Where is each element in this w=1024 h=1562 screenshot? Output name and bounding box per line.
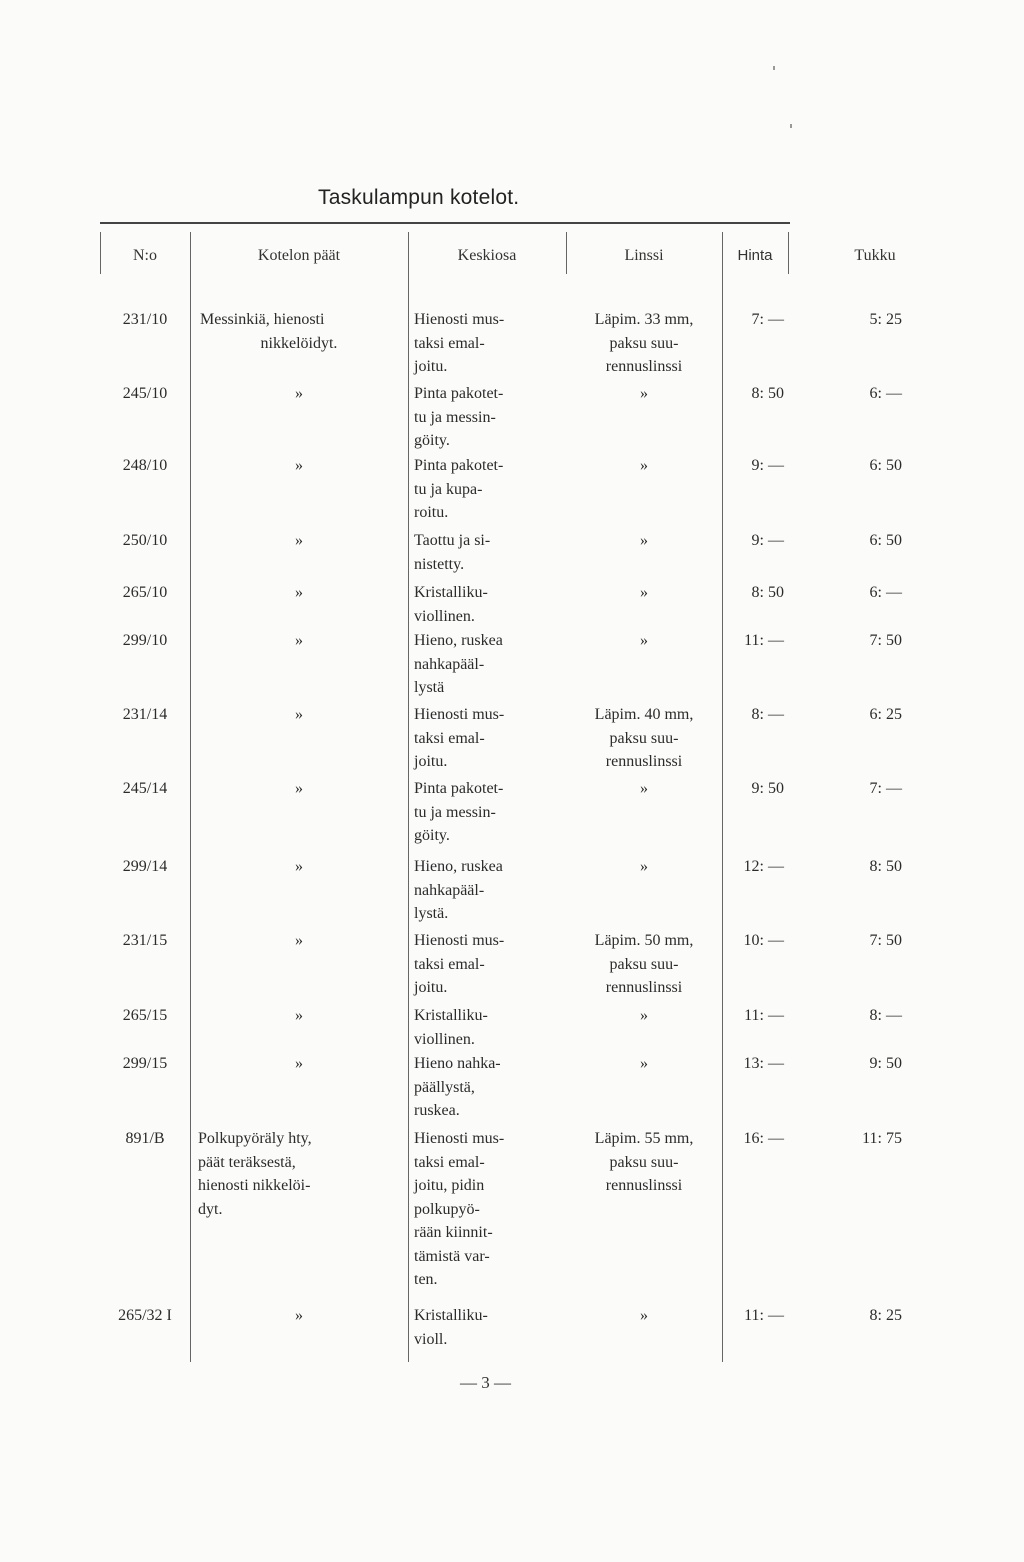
item-number: 265/32 I <box>118 1307 172 1324</box>
price-value: 12: — <box>743 858 784 875</box>
ends-ditto: » <box>295 532 303 549</box>
header-no: N:o <box>133 247 157 264</box>
wholesale-value: 6: 50 <box>869 457 902 474</box>
ends-ditto: » <box>295 1307 303 1324</box>
middle-text: Hieno, ruskea <box>414 632 503 649</box>
lens-text: Läpim. 33 mm, <box>594 311 694 328</box>
middle-text: lystä. <box>414 905 449 922</box>
middle-text: Hienosti mus- <box>414 706 505 723</box>
middle-text: ten. <box>414 1271 438 1288</box>
item-number: 231/15 <box>122 932 168 949</box>
ends-text: nikkelöidyt. <box>260 334 338 352</box>
lens-text: Läpim. 40 mm, <box>594 706 694 723</box>
lens-ditto: » <box>640 1007 648 1024</box>
middle-text: violl. <box>414 1330 448 1348</box>
middle-text: Kristalliku- <box>414 584 488 601</box>
lens-text: paksu suu- <box>609 1153 679 1171</box>
ends-ditto: » <box>295 858 303 875</box>
wholesale-value: 7: 50 <box>869 932 902 949</box>
item-number: 250/10 <box>122 532 168 549</box>
wholesale-value: 8: 25 <box>869 1307 902 1324</box>
wholesale-value: 8: — <box>869 1007 902 1024</box>
price-value: 11: — <box>744 1007 784 1024</box>
lens-ditto: » <box>640 858 648 875</box>
wholesale-value: 6: 50 <box>869 532 902 549</box>
item-number: 299/10 <box>122 632 168 649</box>
middle-text: ruskea. <box>414 1102 460 1119</box>
price-value: 9: 50 <box>751 780 784 797</box>
price-value: 13: — <box>743 1055 784 1072</box>
price-value: 8: — <box>751 706 784 723</box>
item-number: 265/15 <box>122 1007 168 1024</box>
ends-text: hienosti nikkelöi- <box>198 1177 311 1194</box>
middle-text: Pinta pakotet- <box>414 780 504 797</box>
lens-text: Läpim. 55 mm, <box>594 1130 694 1147</box>
wholesale-value: 9: 50 <box>869 1055 902 1072</box>
middle-text: polkupyö- <box>414 1200 480 1218</box>
middle-text: tu ja messin- <box>414 408 496 426</box>
wholesale-value: 6: 25 <box>869 706 902 723</box>
lens-text: rennuslinssi <box>605 979 683 996</box>
price-value: 16: — <box>743 1130 784 1147</box>
middle-text: viollinen. <box>414 607 475 625</box>
middle-text: nahkapääl- <box>414 881 485 899</box>
price-value: 10: — <box>743 932 784 949</box>
item-number: 245/14 <box>122 780 168 797</box>
wholesale-value: 11: 75 <box>862 1130 902 1147</box>
column-divider <box>788 232 789 274</box>
middle-text: taksi emal- <box>414 955 485 973</box>
middle-text: Hienosti mus- <box>414 1130 505 1147</box>
ends-ditto: » <box>295 584 303 601</box>
middle-text: rään kiinnit- <box>414 1224 493 1241</box>
item-number: 231/14 <box>122 706 168 723</box>
middle-text: göity. <box>414 432 450 449</box>
middle-text: tämistä var- <box>414 1247 490 1265</box>
middle-text: Kristalliku- <box>414 1007 488 1024</box>
page-title: Taskulampun kotelot. <box>318 186 520 209</box>
item-number: 891/B <box>125 1130 165 1147</box>
lens-text: rennuslinssi <box>605 753 683 770</box>
middle-text: joitu, pidin <box>414 1177 485 1194</box>
middle-text: joitu. <box>414 358 448 375</box>
item-number: 245/10 <box>122 385 168 402</box>
middle-text: tu ja messin- <box>414 803 496 821</box>
middle-text: taksi emal- <box>414 729 485 747</box>
wholesale-value: 7: — <box>869 780 902 797</box>
item-number: 231/10 <box>122 311 168 328</box>
ends-text: Messinkiä, hienosti <box>200 311 325 328</box>
ends-ditto: » <box>295 1007 303 1024</box>
ends-ditto: » <box>295 706 303 723</box>
price-value: 7: — <box>751 311 784 328</box>
item-number: 299/14 <box>122 858 168 875</box>
middle-text: viollinen. <box>414 1030 475 1048</box>
lens-text: rennuslinssi <box>605 1177 683 1194</box>
middle-text: Kristalliku- <box>414 1307 488 1324</box>
item-number: 265/10 <box>122 584 168 601</box>
ends-ditto: » <box>295 632 303 649</box>
middle-text: päällystä, <box>414 1078 475 1096</box>
lens-ditto: » <box>640 385 648 402</box>
price-value: 8: 50 <box>751 385 784 402</box>
wholesale-value: 5: 25 <box>869 311 902 328</box>
ends-ditto: » <box>295 457 303 474</box>
middle-text: lystä <box>414 679 445 696</box>
middle-text: göity. <box>414 827 450 844</box>
middle-text: nistetty. <box>414 555 465 573</box>
lens-ditto: » <box>640 1307 648 1324</box>
ends-text: Polkupyöräly hty, <box>198 1130 312 1147</box>
ends-ditto: » <box>295 780 303 797</box>
middle-text: joitu. <box>414 753 448 770</box>
header-middle: Keskiosa <box>457 247 517 264</box>
middle-text: taksi emal- <box>414 334 485 352</box>
lens-ditto: » <box>640 1055 648 1072</box>
ends-ditto: » <box>295 1055 303 1072</box>
price-value: 8: 50 <box>751 584 784 601</box>
lens-ditto: » <box>640 780 648 797</box>
middle-text: Hienosti mus- <box>414 311 505 328</box>
middle-text: Hieno, ruskea <box>414 858 503 875</box>
lens-ditto: » <box>640 584 648 601</box>
middle-text: nahkapääl- <box>414 655 485 673</box>
wholesale-value: 6: — <box>869 385 902 402</box>
item-number: 248/10 <box>122 457 168 474</box>
middle-text: Hienosti mus- <box>414 932 505 949</box>
price-value: 11: — <box>744 632 784 649</box>
lens-text: paksu suu- <box>609 334 679 352</box>
ends-ditto: » <box>295 385 303 402</box>
header-price: Hinta <box>737 247 773 264</box>
lens-text: paksu suu- <box>609 955 679 973</box>
page-number: — 3 — <box>460 1373 511 1392</box>
ends-text: päät teräksestä, <box>198 1153 296 1171</box>
middle-text: joitu. <box>414 979 448 996</box>
price-value: 9: — <box>751 457 784 474</box>
top-rule <box>100 222 790 224</box>
header-lens: Linssi <box>624 247 664 264</box>
middle-text: Taottu ja si- <box>414 532 491 549</box>
middle-text: Hieno nahka- <box>414 1055 501 1072</box>
lens-text: paksu suu- <box>609 729 679 747</box>
paper-speck <box>790 124 792 128</box>
price-value: 9: — <box>751 532 784 549</box>
lens-text: rennuslinssi <box>605 358 683 375</box>
middle-text: Pinta pakotet- <box>414 457 504 474</box>
header-wholesale: Tukku <box>854 247 896 264</box>
lens-ditto: » <box>640 457 648 474</box>
column-divider <box>408 232 409 1362</box>
price-value: 11: — <box>744 1307 784 1324</box>
item-number: 299/15 <box>122 1055 168 1072</box>
ends-ditto: » <box>295 932 303 949</box>
lens-ditto: » <box>640 632 648 649</box>
middle-text: Pinta pakotet- <box>414 385 504 402</box>
middle-text: tu ja kupa- <box>414 480 483 498</box>
lens-ditto: » <box>640 532 648 549</box>
ends-text: dyt. <box>198 1200 223 1218</box>
wholesale-value: 8: 50 <box>869 858 902 875</box>
wholesale-value: 6: — <box>869 584 902 601</box>
paper-speck <box>773 66 775 70</box>
header-ends: Kotelon päät <box>257 247 341 264</box>
middle-text: taksi emal- <box>414 1153 485 1171</box>
lens-text: Läpim. 50 mm, <box>594 932 694 949</box>
middle-text: roitu. <box>414 504 449 521</box>
wholesale-value: 7: 50 <box>869 632 902 649</box>
